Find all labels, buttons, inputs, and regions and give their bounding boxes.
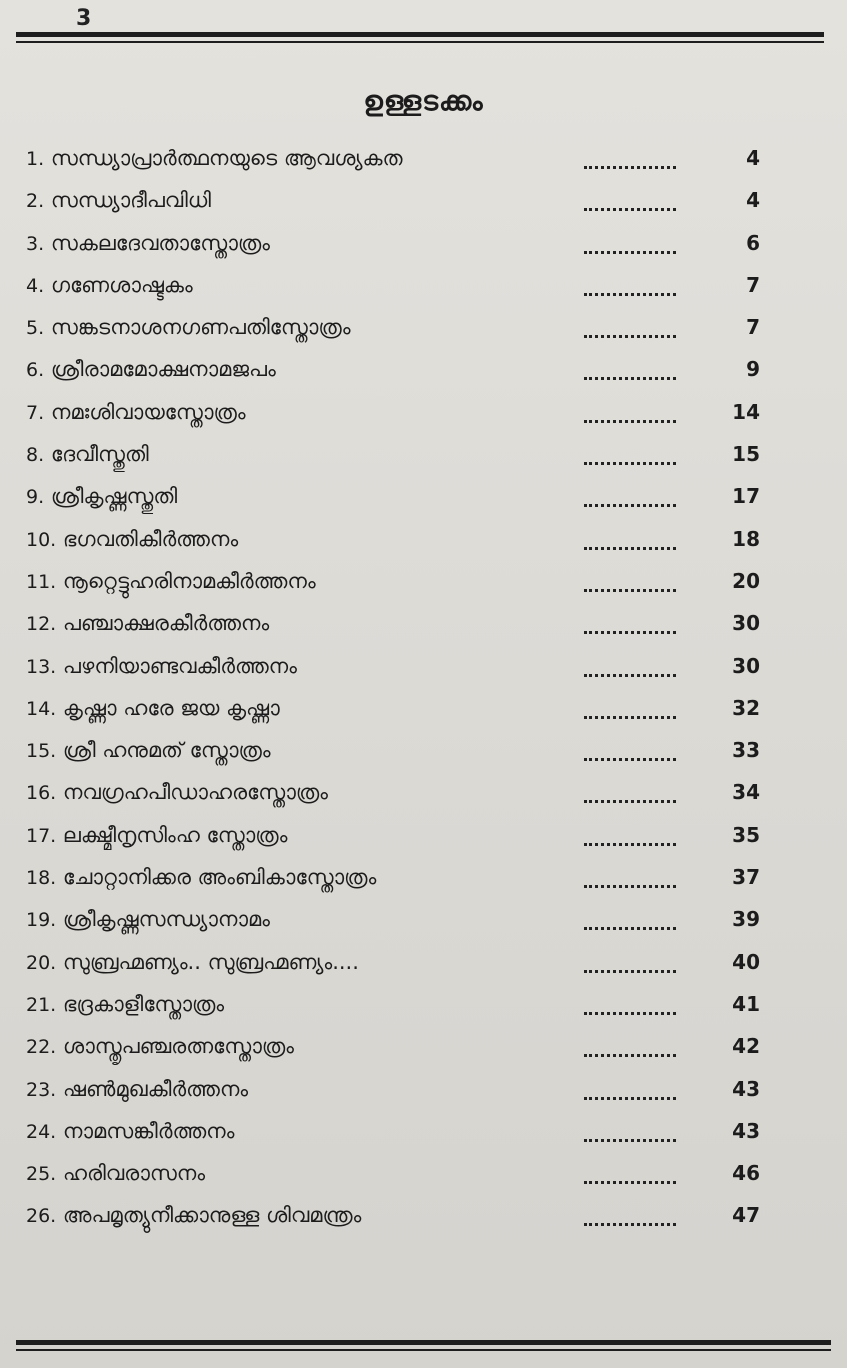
toc-entry-number: 18.: [26, 867, 57, 890]
toc-entry-number: 16.: [26, 782, 57, 805]
toc-entry-number: 23.: [26, 1078, 57, 1101]
toc-entry-number: 24.: [26, 1120, 57, 1143]
dot-leader: [584, 533, 676, 550]
toc-entry-number: 25.: [26, 1163, 57, 1186]
toc-entry-number: 11.: [26, 570, 57, 593]
toc-entry-text: ശ്രീകൃഷ്ണസ്തുതി: [50, 484, 178, 509]
dot-leader: [584, 998, 676, 1015]
toc-entry: [26, 988, 806, 1030]
toc-entry: [26, 523, 806, 565]
toc-entry-number: 9.: [26, 486, 45, 509]
toc-entry-number: 19.: [26, 909, 57, 932]
toc-entry: [26, 776, 806, 818]
toc-entry-title: [26, 273, 193, 298]
toc-entry-number: 14.: [26, 697, 57, 720]
toc-entry-text: സന്ധ്യാദീപവിധി: [50, 188, 211, 213]
dot-leader: [584, 1040, 676, 1057]
toc-entry-number: 7.: [26, 401, 45, 424]
toc-entry-page: 41: [732, 991, 760, 1016]
toc-entry-title: [26, 823, 287, 848]
toc-entry-page: 14: [732, 399, 760, 424]
toc-entry-page: 4: [746, 188, 760, 213]
dot-leader: [584, 956, 676, 973]
dot-leader: [584, 448, 676, 465]
toc-entry-title: [26, 442, 149, 467]
dot-leader: [584, 913, 676, 930]
toc-entry-title: [26, 738, 271, 763]
toc-entry-text: നൂറ്റെട്ടുഹരിനാമകീർത്തനം: [62, 568, 316, 593]
toc-entry-text: പഞ്ചാക്ഷരകീർത്തനം: [62, 611, 270, 636]
dot-leader: [584, 279, 676, 296]
toc-entry-title: [26, 188, 211, 213]
toc-entry-page: 15: [732, 442, 760, 467]
toc-entry-text: ഹരിവരാസനം: [62, 1161, 206, 1186]
toc-entry-text: ശ്രീകൃഷ്ണസന്ധ്യാനാമം: [62, 907, 270, 932]
toc-entry-text: ചോറ്റാനിക്കര അംബികാസ്തോത്രം: [62, 865, 377, 890]
toc-entry-page: 30: [732, 653, 760, 678]
toc-entry-title: [26, 484, 177, 509]
toc-entry-title: [26, 315, 351, 340]
toc-entry-number: 13.: [26, 655, 57, 678]
toc-entry: [26, 438, 806, 480]
toc-entry-text: കൃഷ്ണാ ഹരേ ജയ കൃഷ്ണാ: [62, 695, 280, 720]
toc-entry: [26, 184, 806, 226]
toc-entry-title: [26, 231, 270, 256]
toc-entry-text: ഷൺമുഖകീർത്തനം: [62, 1076, 249, 1101]
toc-entry-page: 4: [746, 146, 760, 170]
toc-entry-title: [26, 357, 276, 382]
toc-entry-text: ശ്രീരാമമോക്ഷനാമജപം: [50, 357, 276, 382]
toc-entry: [26, 1199, 806, 1241]
toc-entry-text: നമഃശിവായസ്തോത്രം: [50, 399, 246, 424]
dot-leader: [584, 321, 676, 338]
toc-entry-text: സങ്കടനാശനഗണപതിസ്തോത്രം: [50, 315, 351, 340]
toc-entry: [26, 946, 806, 988]
toc-entry-number: 2.: [26, 190, 45, 213]
toc-entry: [26, 480, 806, 522]
toc-entry-page: 33: [732, 738, 760, 763]
toc-entry-number: 10.: [26, 528, 57, 551]
dot-leader: [584, 406, 676, 423]
toc-entry-page: 18: [732, 526, 760, 551]
toc-entry: [26, 1115, 806, 1157]
toc-entry-number: 8.: [26, 444, 45, 467]
toc-entry-page: 46: [732, 1161, 760, 1186]
toc-entry-page: 35: [732, 822, 760, 847]
toc-entry-page: 42: [732, 1034, 760, 1059]
page-number: 3: [76, 6, 92, 31]
toc-entry-title: [26, 569, 316, 594]
contents-heading: ഉള്ളടക്കം: [363, 86, 484, 117]
toc-entry-text: സുബ്രഹ്മണ്യം.. സുബ്രഹ്മണ്യം....: [62, 949, 359, 974]
toc-entry-text: ലക്ഷ്മീനൃസിംഹ സ്തോത്രം: [62, 822, 288, 847]
dot-leader: [584, 1209, 676, 1226]
toc-entry-title: [26, 654, 297, 679]
toc-entry-text: ഭഗവതികീർത്തനം: [62, 526, 239, 551]
toc-entry-number: 3.: [26, 232, 45, 255]
toc-entry: [26, 269, 806, 311]
toc-entry-title: [26, 1034, 294, 1059]
dot-leader: [584, 1083, 676, 1100]
toc-entry-page: 7: [746, 272, 760, 297]
toc-entry: [26, 734, 806, 776]
toc-entry-text: ഗണേശാഷ്ടകം: [50, 272, 193, 297]
toc-entry: [26, 607, 806, 649]
toc-entry-page: 40: [732, 949, 760, 974]
toc-entry-number: 5.: [26, 317, 45, 340]
toc-entry-title: [26, 1119, 234, 1144]
toc-entry-text: ശാസ്തൃപഞ്ചരത്നസ്തോത്രം: [62, 1034, 294, 1059]
toc-entry: [26, 650, 806, 692]
toc-entry-page: 47: [732, 1203, 760, 1228]
toc-entry: [26, 353, 806, 395]
toc-entry-number: 20.: [26, 951, 57, 974]
dot-leader: [584, 575, 676, 592]
toc-entry-title: [26, 865, 376, 890]
toc-entry-number: 15.: [26, 740, 57, 763]
toc-entry: [26, 1157, 806, 1199]
toc-entry-page: 9: [746, 357, 760, 382]
toc-entry-number: 21.: [26, 993, 57, 1016]
toc-entry-title: [26, 907, 270, 932]
toc-entry-number: 12.: [26, 613, 57, 636]
toc-entry-page: 37: [732, 865, 760, 890]
toc-entry-number: 6.: [26, 359, 45, 382]
toc-entry-title: [26, 992, 224, 1017]
dot-leader: [584, 1125, 676, 1142]
toc-entry: [26, 396, 806, 438]
toc-entry-text: സകലദേവതാസ്തോത്രം: [50, 230, 270, 255]
toc-entry-title: [26, 1161, 205, 1186]
dot-leader: [584, 744, 676, 761]
toc-entry-title: [26, 1077, 248, 1102]
toc-entry: [26, 311, 806, 353]
toc-entry-text: ശ്രീ ഹനുമത് സ്തോത്രം: [62, 738, 271, 763]
toc-entry-page: 43: [732, 1076, 760, 1101]
toc-entry: [26, 1073, 806, 1115]
toc-entry-page: 34: [732, 780, 760, 805]
dot-leader: [584, 702, 676, 719]
toc-entry: [26, 565, 806, 607]
toc-entry-title: [26, 611, 269, 636]
dot-leader: [584, 237, 676, 254]
toc-entry-title: [26, 527, 238, 552]
toc-entry-text: ദേവീസ്തുതി: [50, 442, 149, 467]
toc-entry-title: [26, 400, 246, 425]
dot-leader: [584, 1167, 676, 1184]
toc-entry: [26, 1030, 806, 1072]
toc-entry-text: നാമസങ്കീർത്തനം: [62, 1118, 235, 1143]
toc-entry-page: 20: [732, 568, 760, 593]
toc-entry-number: 4.: [26, 274, 45, 297]
toc-entry-page: 30: [732, 611, 760, 636]
dot-leader: [584, 194, 676, 211]
dot-leader: [584, 490, 676, 507]
toc-entry-title: [26, 780, 328, 805]
toc-entry-page: 17: [732, 484, 760, 509]
toc-entry-title: [26, 1203, 361, 1228]
bottom-rule-thin: [16, 1349, 831, 1351]
toc-entry: [26, 819, 806, 861]
toc-entry-page: 32: [732, 695, 760, 720]
toc-entry: [26, 142, 806, 184]
dot-leader: [584, 363, 676, 380]
toc-entry: [26, 692, 806, 734]
dot-leader: [584, 617, 676, 634]
dot-leader: [584, 152, 676, 169]
dot-leader: [584, 829, 676, 846]
toc-entry-title: [26, 950, 359, 975]
toc-entry-number: 1.: [26, 148, 45, 170]
bottom-rule-thick: [16, 1340, 831, 1345]
dot-leader: [584, 660, 676, 677]
table-of-contents: [26, 142, 806, 1242]
toc-entry-text: പഴനിയാണ്ടവകീർത്തനം: [62, 653, 297, 678]
top-rule-thick: [16, 32, 824, 37]
dot-leader: [584, 786, 676, 803]
toc-entry-number: 22.: [26, 1036, 57, 1059]
toc-entry-number: 26.: [26, 1205, 57, 1228]
toc-entry: [26, 903, 806, 945]
dot-leader: [584, 871, 676, 888]
toc-entry-page: 39: [732, 907, 760, 932]
toc-entry-page: 43: [732, 1118, 760, 1143]
toc-entry-text: ഭദ്രകാളീസ്തോത്രം: [62, 991, 225, 1016]
toc-entry: [26, 227, 806, 269]
toc-entry-title: [26, 146, 403, 171]
toc-entry-page: 6: [746, 230, 760, 255]
top-rule-thin: [16, 41, 824, 43]
toc-entry-text: സന്ധ്യാപ്രാർത്ഥനയുടെ ആവശ്യകത: [50, 146, 403, 170]
toc-entry-text: നവഗ്രഹപീഡാഹരസ്തോത്രം: [62, 780, 328, 805]
toc-entry-number: 17.: [26, 824, 57, 847]
toc-entry-title: [26, 696, 280, 721]
toc-entry-text: അപമൃത്യുനീക്കാനുള്ള ശിവമന്ത്രം: [62, 1203, 362, 1228]
toc-entry-page: 7: [746, 315, 760, 340]
toc-entry: [26, 861, 806, 903]
